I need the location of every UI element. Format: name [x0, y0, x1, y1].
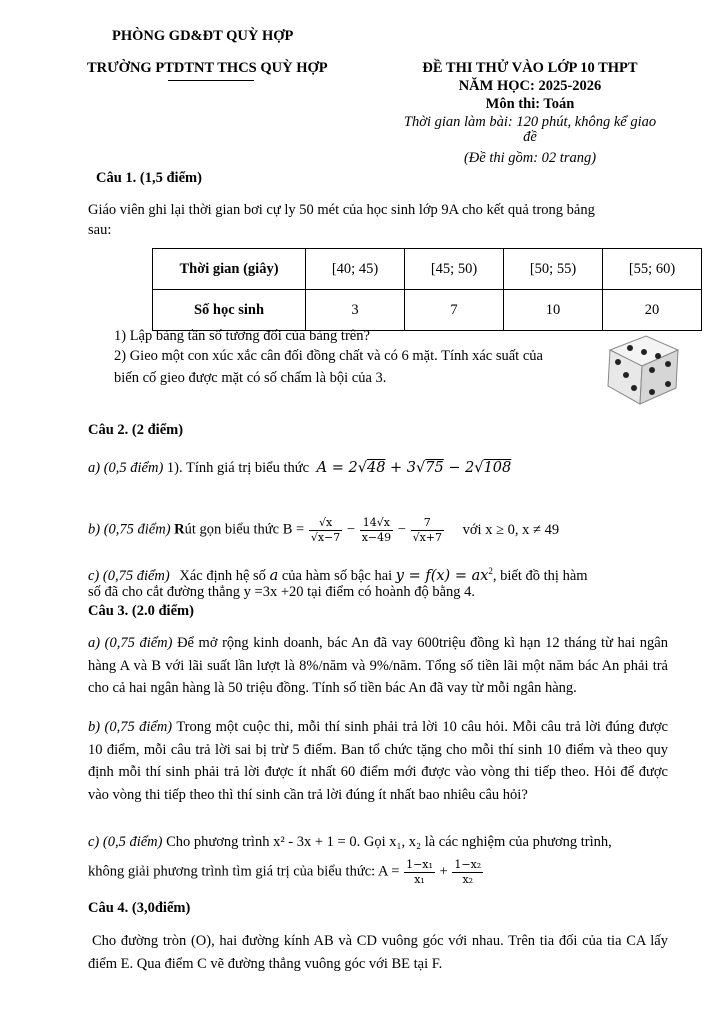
school-name: TRƯỜNG PTDTNT THCS QUỲ HỢP [87, 60, 328, 76]
q1-intro-line1: Giáo viên ghi lại thời gian bơi cự ly 50 mét của học sinh lớp 9A cho kết quả trong bảng [88, 202, 595, 218]
department-name: PHÒNG GD&ĐT QUỲ HỢP [112, 28, 294, 44]
table-cell: 7 [405, 290, 504, 331]
fraction: $\frac{7}{√x+7}$ [412, 516, 442, 544]
q3-part-b: b) (0,75 điểm) Trong một cuộc thi, mỗi thí sinh phải trả lời 10 câu hỏi. Mỗi câu trả lời đúng được 10 điểm, mỗi câu trả lời sai bị trừ 5 điểm. Ban tổ chức tặng cho mỗi thí sinh 10 điểm và theo quy định mỗi thí sinh phải trả lời được ít nhất 60 điểm mới được vào vòng thi tiếp theo. Hỏi để được vào vòng thi tiếp theo thì thí sinh cần trả lời đúng ít nhất bao nhiêu câu hỏi? [88, 719, 668, 803]
subject: Môn thi: Toán [485, 96, 575, 112]
fraction: $\frac{√x}{√x-7}$ [310, 516, 341, 544]
exam-title: ĐỀ THI THỬ VÀO LỚP 10 THPT [422, 60, 638, 76]
q4-title: Câu 4. (3,0điểm) [88, 900, 191, 916]
table-cell: 10 [504, 290, 603, 331]
q3-part-a: a) (0,75 điểm) Để mở rộng kinh doanh, bác An đã vay 600triệu đồng kì hạn 12 tháng từ hai ngân hàng A và B với lãi suất lần lượt là 8%/năm và 9%/năm. Tổng số tiền lãi một năm bác An phải trả cho cả hai ngân hàng là 50 triệu đồng. Tính số tiền bác An đã vay từ mỗi ngân hàng. [88, 635, 668, 696]
q1-title: Câu 1. (1,5 điểm) [96, 170, 202, 186]
table-cell: [55; 60) [603, 249, 702, 290]
q3-part-c: c) (0,5 điểm) Cho phương trình x² - 3x + 1 = 0. Gọi x₁, x₂ là các nghiệm của phương trình, [88, 834, 612, 850]
q1-part2-line1: 2) Gieo một con xúc xắc cân đối đồng chất và có 6 mặt. Tính xác suất của [114, 348, 543, 364]
fraction: $\frac{14√x}{x-49}$ [361, 516, 392, 544]
q2-part-c-line2: số đã cho cắt đường thẳng y =3x +20 tại điểm có hoành độ bằng 4. [88, 584, 476, 600]
q2-title: Câu 2. (2 điểm) [88, 422, 184, 438]
table-row [153, 290, 702, 331]
q1-intro-line2: sau: [88, 222, 112, 238]
table-header-time: Thời gian (giây) [153, 249, 306, 290]
table-cell: [50; 55) [504, 249, 603, 290]
fraction: $\frac{\text{1−x₁}}{\text{x₁}}$ [406, 858, 433, 886]
time-limit: Thời gian làm bài: 120 phút, không kể giao đề [403, 114, 657, 145]
table-row [153, 249, 702, 290]
fraction: $\frac{\text{1−x₂}}{\text{x₂}}$ [454, 858, 482, 886]
q3-part-c-line2: không giải phương trình tìm giá trị của biểu thức: A = $\frac{\text{1−x₁}}{\text{x₁}}$ + $\frac{\text{1−x₂}}{\text{x₂}}$ [88, 858, 482, 886]
data-table [152, 248, 702, 331]
table-cell: 20 [603, 290, 702, 331]
table-cell: 3 [306, 290, 405, 331]
q2-part-b: b) (0,75 điểm) Rút gọn biểu thức B = $\frac{√x}{√x-7}$ − $\frac{14√x}{x-49}$ − $\frac{7}{√x+7}$ với x ≥ 0, x ≠ 49 [88, 516, 560, 544]
q1-part1: 1) Lập bảng tần số tương đối của bảng trên? [114, 328, 370, 344]
table-header-students: Số học sinh [153, 290, 306, 331]
q1-part2-line2: biến cố gieo được mặt có số chấm là bội của 3. [114, 370, 387, 386]
table-cell: [45; 50) [405, 249, 504, 290]
school-year: NĂM HỌC: 2025-2026 [458, 78, 602, 94]
page-count: (Đề thi gồm: 02 trang) [463, 150, 597, 166]
q3-title: Câu 3. (2.0 điểm) [88, 603, 194, 619]
dice-icon [602, 330, 684, 410]
q2-part-a: a) (0,5 điểm) 1). Tính giá trị biểu thức A = 2√48 + 3√75 − 2√108 [88, 460, 512, 476]
q2-part-c: c) (0,75 điểm) Xác định hệ số a của hàm số bậc hai $y = f(x) = ax^2$, biết đồ thị hàm [88, 566, 588, 584]
q4-text: Cho đường tròn (O), hai đường kính AB và CD vuông góc với nhau. Trên tia đối của tia CA lấy điểm E. Qua điểm C vẽ đường thẳng vuông góc với BE tại F. [88, 933, 668, 972]
table-cell: [40; 45) [306, 249, 405, 290]
school-underline [168, 80, 254, 81]
